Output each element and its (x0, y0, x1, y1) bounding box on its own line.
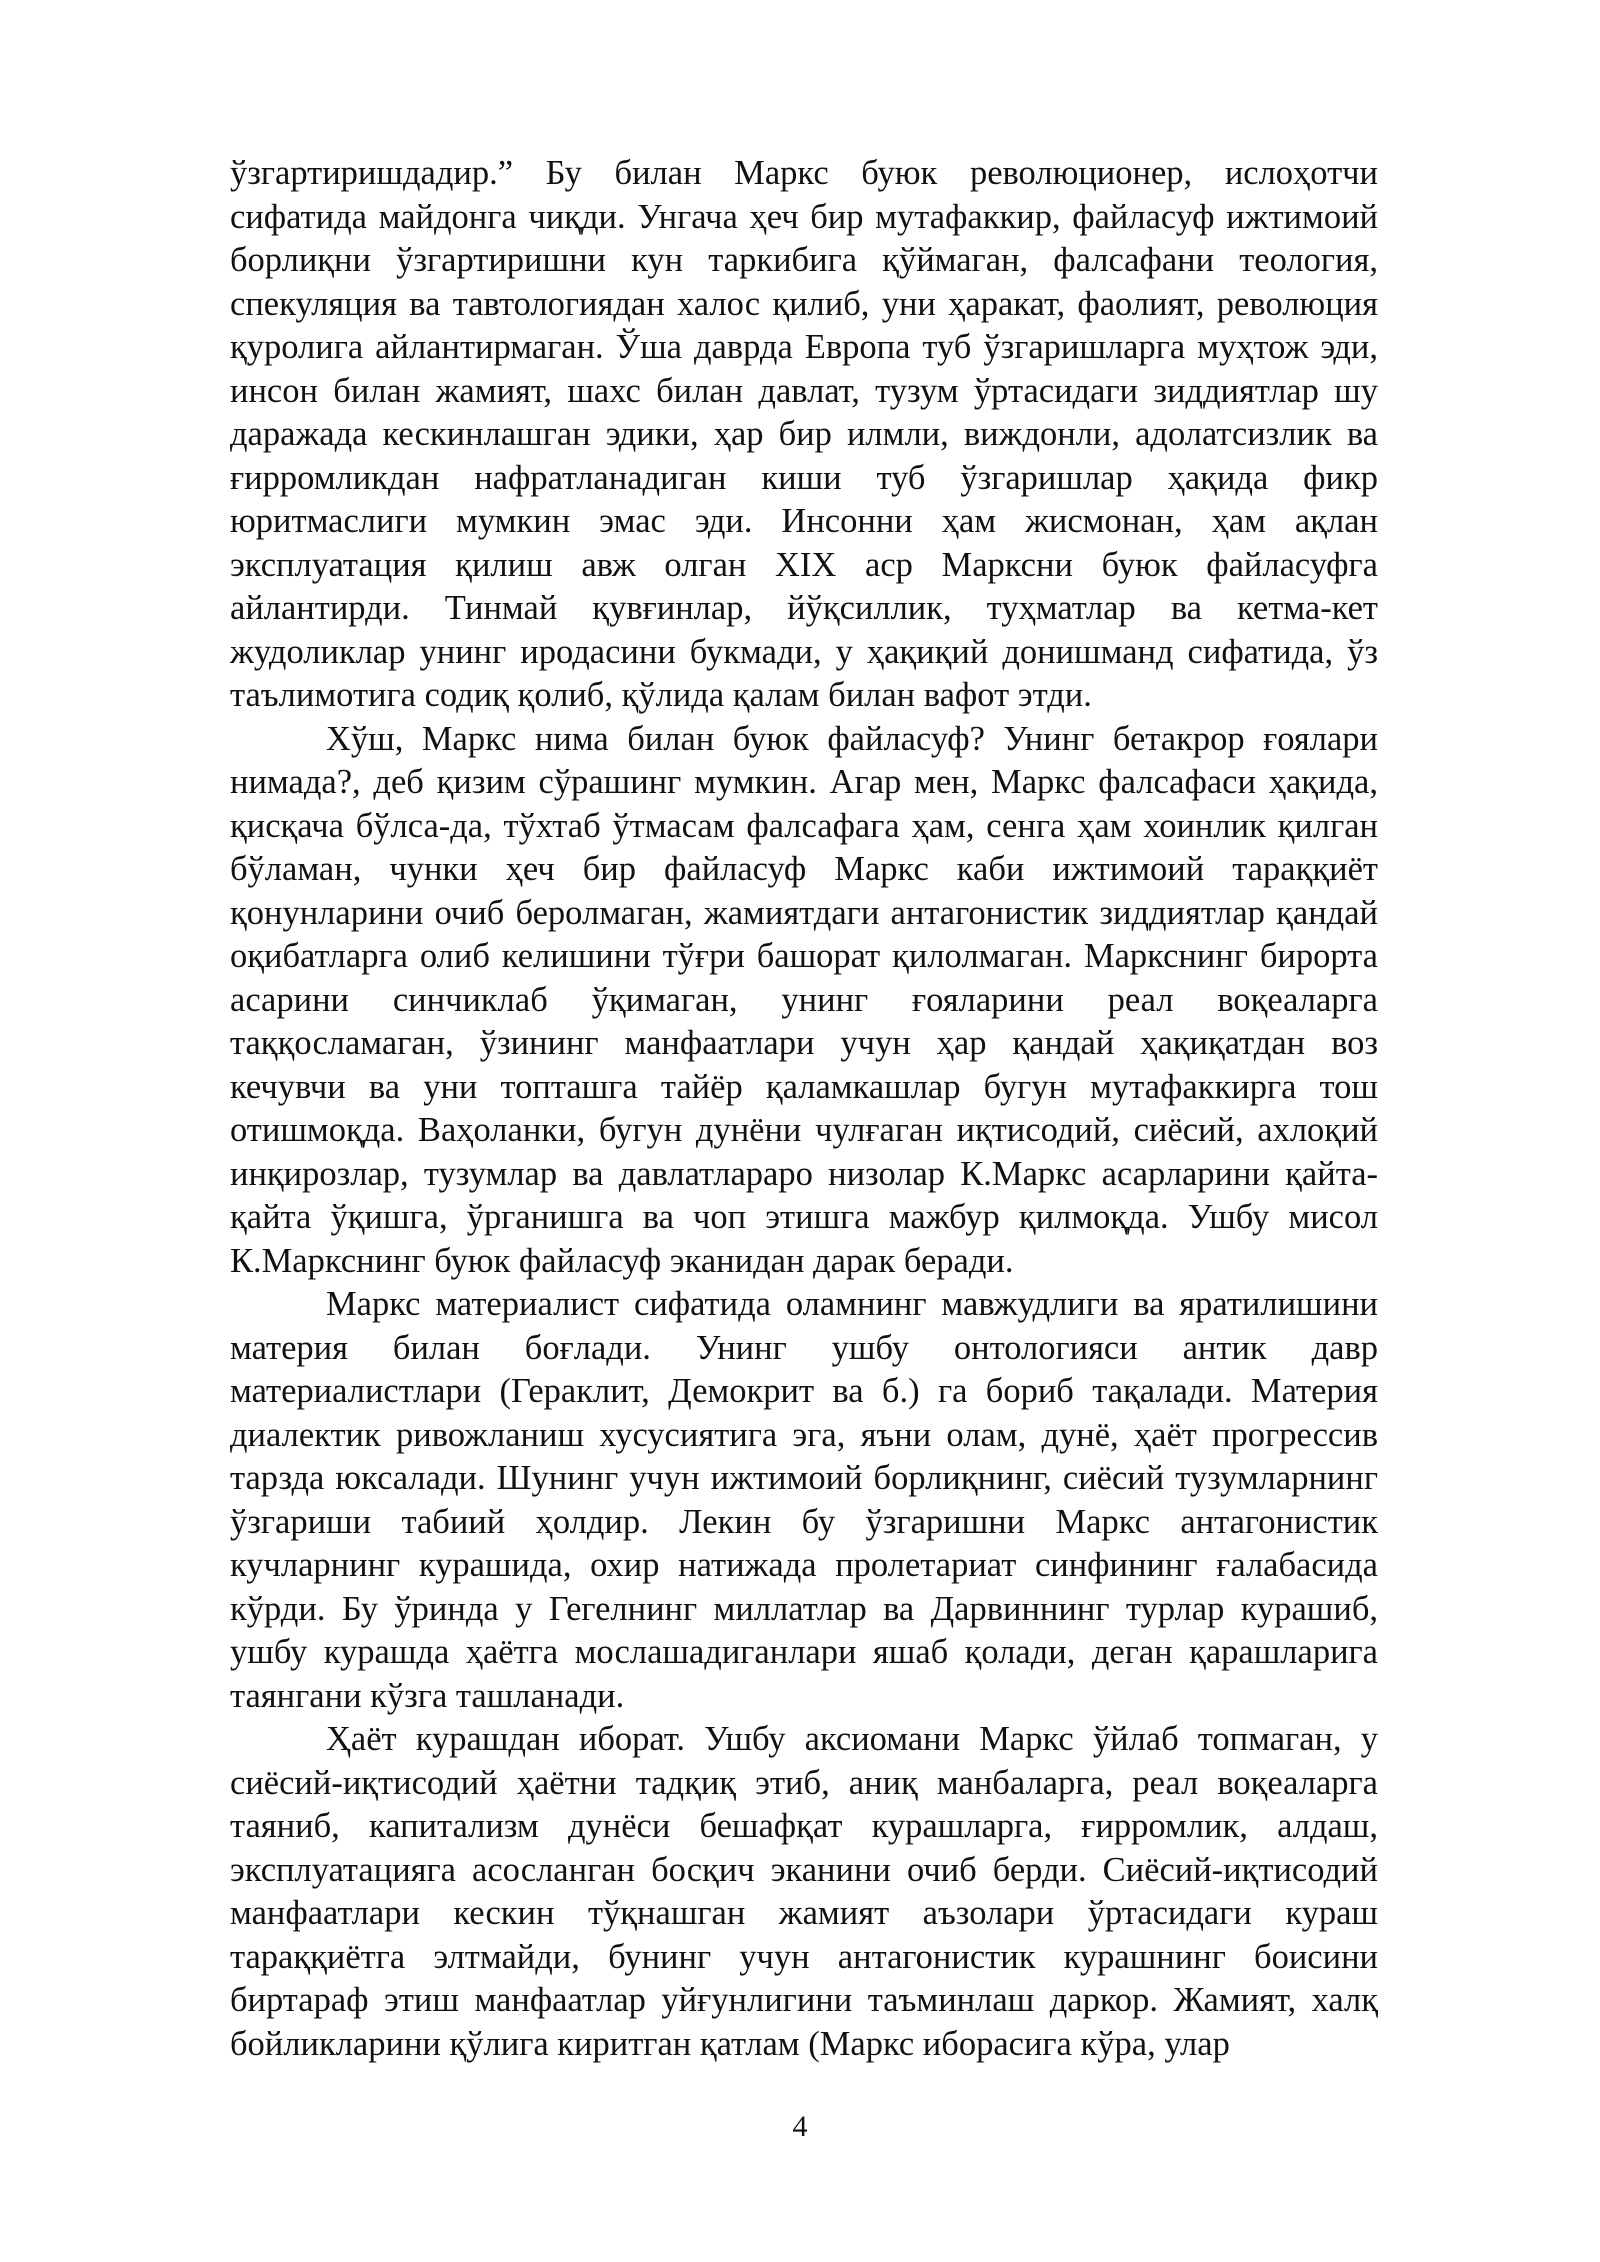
paragraph-2: Хўш, Маркс нима билан буюк файласуф? Унинг бетакрор ғоялари нимада?, деб қизим сўрашинг мумкин. Агар мен, Маркс фалсафаси ҳақида, қисқача бўлса-да, тўхтаб ўтмасам фалсафага ҳам, сенга ҳам хоинлик қилган бўламан, чунки ҳеч бир файласуф Маркс каби ижтимоий тараққиёт қонунларини очиб беролмаган, жамиятдаги антагонистик зиддиятлар қандай оқибатларга олиб келишини тўғри башорат қилолмаган. Маркснинг бирорта асарини синчиклаб ўқимаган, унинг ғояларини реал воқеаларга таққосламаган, ўзининг манфаатлари учун ҳар қандай ҳақиқатдан воз кечувчи ва уни топташга тайёр қаламкашлар бугун мутафаккирга тош отишмоқда. Ваҳоланки, бугун дунёни чулғаган иқтисодий, сиёсий, ахлоқий инқирозлар, тузумлар ва давлатлараро низолар К.Маркс асарларини қайта-қайта ўқишга, ўрганишга ва чоп этишга мажбур қилмоқда. Ушбу мисол К.Маркснинг буюк файласуф эканидан дарак беради. (230, 719, 1378, 1280)
page-number: 4 (792, 2110, 808, 2143)
document-page (230, 152, 1378, 2072)
paragraph-1: ўзгартиришдадир.” Бу билан Маркс буюк революционер, ислоҳотчи сифатида майдонга чиқди. Унгача ҳеч бир мутафаккир, файласуф ижтимоий борлиқни ўзгартиришни кун таркибига қўймаган, фалсафани теология, спекуляция ва тавтологиядан халос қилиб, уни ҳаракат, фаолият, революция қуролига айлантирмаган. Ўша даврда Европа туб ўзгаришларга муҳтож эди, инсон билан жамият, шахс билан давлат, тузум ўртасидаги зиддиятлар шу даражада кескинлашган эдики, ҳар бир илмли, виждонли, адолатсизлик ва ғирромликдан нафратланадиган киши туб ўзгаришлар ҳақида фикр юритмаслиги мумкин эмас эди. Инсонни ҳам жисмонан, ҳам ақлан эксплуатация қилиш авж олган XIX аср Марксни буюк файласуфга айлантирди. Тинмай қувғинлар, йўқсиллик, туҳматлар ва кетма-кет жудоликлар унинг иродасини букмади, у ҳақиқий донишманд сифатида, ўз таълимотига содиқ қолиб, қўлида қалам билан вафот этди. (230, 154, 1378, 714)
paragraph-4: Ҳаёт курашдан иборат. Ушбу аксиомани Маркс ўйлаб топмаган, у сиёсий-иқтисодий ҳаётни тадқиқ этиб, аниқ манбаларга, реал воқеаларга таяниб, капитализм дунёси бешафқат курашларга, ғирромлик, алдаш, эксплуатацияга асосланган босқич эканини очиб берди. Сиёсий-иқтисодий манфаатлари кескин тўқнашган жамият аъзолари ўртасидаги кураш тараққиётга элтмайди, бунинг учун антагонистик курашнинг боисини биртараф этиш манфаатлар уйғунлигини таъминлаш даркор. Жамият, халқ бойликларини қўлига киритган қатлам (Маркс иборасига кўра, улар (230, 1720, 1378, 2063)
paragraph-3: Маркс материалист сифатида оламнинг мавжудлиги ва яратилишини материя билан боғлади. Унинг ушбу онтологияси антик давр материалистлари (Гераклит, Демокрит ва б.) га бориб тақалади. Материя диалектик ривожланиш хусусиятига эга, яъни олам, дунё, ҳаёт прогрессив тарзда юксалади. Шунинг учун ижтимоий борлиқнинг, сиёсий тузумларнинг ўзгариши табиий ҳолдир. Лекин бу ўзгаришни Маркс антагонистик кучларнинг курашида, охир натижада пролетариат синфининг ғалабасида кўрди. Бу ўринда у Гегелнинг миллатлар ва Дарвиннинг турлар курашиб, ушбу курашда ҳаётга мослашадиганлари яшаб қолади, деган қарашларига таянгани кўзга ташланади. (230, 1285, 1378, 1715)
